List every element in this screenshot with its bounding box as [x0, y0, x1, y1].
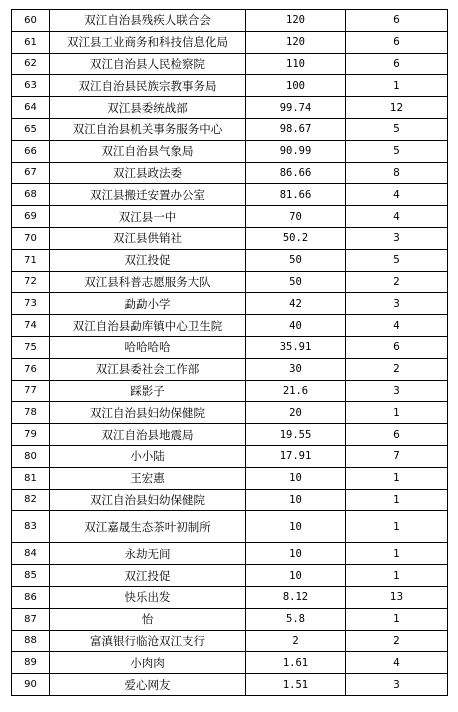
table-row: [12, 380, 448, 402]
table-row: [12, 10, 448, 32]
table-row: [12, 608, 448, 630]
count-cell: 6: [346, 31, 448, 53]
organization-name-cell: 双江嘉晟生态茶叶初制所: [50, 511, 246, 543]
row-number-cell: 79: [12, 424, 50, 446]
row-number-cell: 73: [12, 293, 50, 315]
table-row: [12, 249, 448, 271]
row-number-cell: 62: [12, 53, 50, 75]
amount-cell: 5.8: [246, 608, 346, 630]
count-cell: 3: [346, 674, 448, 696]
table-row: [12, 467, 448, 489]
count-cell: 4: [346, 652, 448, 674]
amount-cell: 50.2: [246, 227, 346, 249]
amount-cell: 10: [246, 565, 346, 587]
count-cell: 4: [346, 206, 448, 228]
table-row: [12, 271, 448, 293]
table-row: [12, 336, 448, 358]
organization-name-cell: 双江自治县残疾人联合会: [50, 10, 246, 32]
row-number-cell: 86: [12, 586, 50, 608]
amount-cell: 99.74: [246, 97, 346, 119]
row-number-cell: 77: [12, 380, 50, 402]
organization-name-cell: 双江县科普志愿服务大队: [50, 271, 246, 293]
organization-name-cell: 双江县搬迁安置办公室: [50, 184, 246, 206]
table-row: [12, 31, 448, 53]
table-row: [12, 674, 448, 696]
amount-cell: 110: [246, 53, 346, 75]
table-row: [12, 630, 448, 652]
row-number-cell: 64: [12, 97, 50, 119]
count-cell: 5: [346, 118, 448, 140]
row-number-cell: 83: [12, 511, 50, 543]
amount-cell: 40: [246, 315, 346, 337]
organization-name-cell: 双江投促: [50, 565, 246, 587]
count-cell: 7: [346, 445, 448, 467]
count-cell: 1: [346, 489, 448, 511]
row-number-cell: 65: [12, 118, 50, 140]
count-cell: 8: [346, 162, 448, 184]
row-number-cell: 70: [12, 227, 50, 249]
count-cell: 3: [346, 380, 448, 402]
count-cell: 4: [346, 315, 448, 337]
organization-name-cell: 小肉肉: [50, 652, 246, 674]
organization-name-cell: 怡: [50, 608, 246, 630]
amount-cell: 17.91: [246, 445, 346, 467]
row-number-cell: 82: [12, 489, 50, 511]
count-cell: 6: [346, 424, 448, 446]
count-cell: 1: [346, 608, 448, 630]
amount-cell: 50: [246, 271, 346, 293]
organization-name-cell: 永劫无间: [50, 543, 246, 565]
table-row: [12, 53, 448, 75]
amount-cell: 1.51: [246, 674, 346, 696]
count-cell: 2: [346, 271, 448, 293]
amount-cell: 21.6: [246, 380, 346, 402]
organization-name-cell: 双江自治县气象局: [50, 140, 246, 162]
count-cell: 1: [346, 543, 448, 565]
row-number-cell: 78: [12, 402, 50, 424]
count-cell: 4: [346, 184, 448, 206]
table-row: [12, 543, 448, 565]
amount-cell: 50: [246, 249, 346, 271]
donation-table-body: [12, 10, 448, 696]
amount-cell: 2: [246, 630, 346, 652]
organization-name-cell: 双江自治县地震局: [50, 424, 246, 446]
count-cell: 1: [346, 467, 448, 489]
row-number-cell: 61: [12, 31, 50, 53]
table-row: [12, 586, 448, 608]
table-row: [12, 75, 448, 97]
amount-cell: 8.12: [246, 586, 346, 608]
organization-name-cell: 双江投促: [50, 249, 246, 271]
count-cell: 1: [346, 402, 448, 424]
count-cell: 6: [346, 336, 448, 358]
row-number-cell: 89: [12, 652, 50, 674]
row-number-cell: 72: [12, 271, 50, 293]
count-cell: 3: [346, 293, 448, 315]
count-cell: 6: [346, 10, 448, 32]
table-row: [12, 206, 448, 228]
count-cell: 12: [346, 97, 448, 119]
table-row: [12, 445, 448, 467]
amount-cell: 120: [246, 31, 346, 53]
table-row: [12, 97, 448, 119]
amount-cell: 30: [246, 358, 346, 380]
table-row: [12, 402, 448, 424]
organization-name-cell: 哈哈哈哈: [50, 336, 246, 358]
count-cell: 6: [346, 53, 448, 75]
organization-name-cell: 双江县政法委: [50, 162, 246, 184]
organization-name-cell: 小小陆: [50, 445, 246, 467]
row-number-cell: 68: [12, 184, 50, 206]
table-row: [12, 652, 448, 674]
donation-table-container: [11, 9, 448, 696]
table-row: [12, 511, 448, 543]
row-number-cell: 87: [12, 608, 50, 630]
amount-cell: 19.55: [246, 424, 346, 446]
row-number-cell: 60: [12, 10, 50, 32]
amount-cell: 1.61: [246, 652, 346, 674]
row-number-cell: 80: [12, 445, 50, 467]
table-row: [12, 227, 448, 249]
row-number-cell: 76: [12, 358, 50, 380]
organization-name-cell: 双江自治县妇幼保健院: [50, 402, 246, 424]
organization-name-cell: 双江自治县机关事务服务中心: [50, 118, 246, 140]
organization-name-cell: 双江县委统战部: [50, 97, 246, 119]
table-row: [12, 315, 448, 337]
amount-cell: 10: [246, 467, 346, 489]
row-number-cell: 88: [12, 630, 50, 652]
row-number-cell: 81: [12, 467, 50, 489]
organization-name-cell: 双江县委社会工作部: [50, 358, 246, 380]
row-number-cell: 74: [12, 315, 50, 337]
amount-cell: 86.66: [246, 162, 346, 184]
row-number-cell: 71: [12, 249, 50, 271]
count-cell: 2: [346, 630, 448, 652]
organization-name-cell: 双江自治县民族宗教事务局: [50, 75, 246, 97]
amount-cell: 42: [246, 293, 346, 315]
table-row: [12, 358, 448, 380]
amount-cell: 120: [246, 10, 346, 32]
organization-name-cell: 双江县工业商务和科技信息化局: [50, 31, 246, 53]
organization-name-cell: 双江县供销社: [50, 227, 246, 249]
row-number-cell: 84: [12, 543, 50, 565]
organization-name-cell: 双江自治县人民检察院: [50, 53, 246, 75]
table-row: [12, 140, 448, 162]
organization-name-cell: 踩影子: [50, 380, 246, 402]
amount-cell: 90.99: [246, 140, 346, 162]
organization-name-cell: 王宏惠: [50, 467, 246, 489]
table-row: [12, 424, 448, 446]
donation-table: [11, 9, 448, 696]
count-cell: 5: [346, 140, 448, 162]
table-row: [12, 489, 448, 511]
table-row: [12, 293, 448, 315]
organization-name-cell: 富滇银行临沧双江支行: [50, 630, 246, 652]
amount-cell: 70: [246, 206, 346, 228]
row-number-cell: 90: [12, 674, 50, 696]
amount-cell: 10: [246, 511, 346, 543]
row-number-cell: 75: [12, 336, 50, 358]
count-cell: 3: [346, 227, 448, 249]
organization-name-cell: 双江自治县勐库镇中心卫生院: [50, 315, 246, 337]
count-cell: 1: [346, 75, 448, 97]
organization-name-cell: 爱心网友: [50, 674, 246, 696]
count-cell: 5: [346, 249, 448, 271]
count-cell: 2: [346, 358, 448, 380]
row-number-cell: 63: [12, 75, 50, 97]
amount-cell: 35.91: [246, 336, 346, 358]
organization-name-cell: 勐勐小学: [50, 293, 246, 315]
organization-name-cell: 双江县一中: [50, 206, 246, 228]
table-row: [12, 565, 448, 587]
amount-cell: 10: [246, 489, 346, 511]
amount-cell: 98.67: [246, 118, 346, 140]
count-cell: 1: [346, 511, 448, 543]
row-number-cell: 85: [12, 565, 50, 587]
table-row: [12, 118, 448, 140]
organization-name-cell: 快乐出发: [50, 586, 246, 608]
amount-cell: 10: [246, 543, 346, 565]
amount-cell: 20: [246, 402, 346, 424]
table-row: [12, 162, 448, 184]
count-cell: 13: [346, 586, 448, 608]
count-cell: 1: [346, 565, 448, 587]
row-number-cell: 67: [12, 162, 50, 184]
organization-name-cell: 双江自治县妇幼保健院: [50, 489, 246, 511]
row-number-cell: 66: [12, 140, 50, 162]
table-row: [12, 184, 448, 206]
amount-cell: 81.66: [246, 184, 346, 206]
row-number-cell: 69: [12, 206, 50, 228]
amount-cell: 100: [246, 75, 346, 97]
